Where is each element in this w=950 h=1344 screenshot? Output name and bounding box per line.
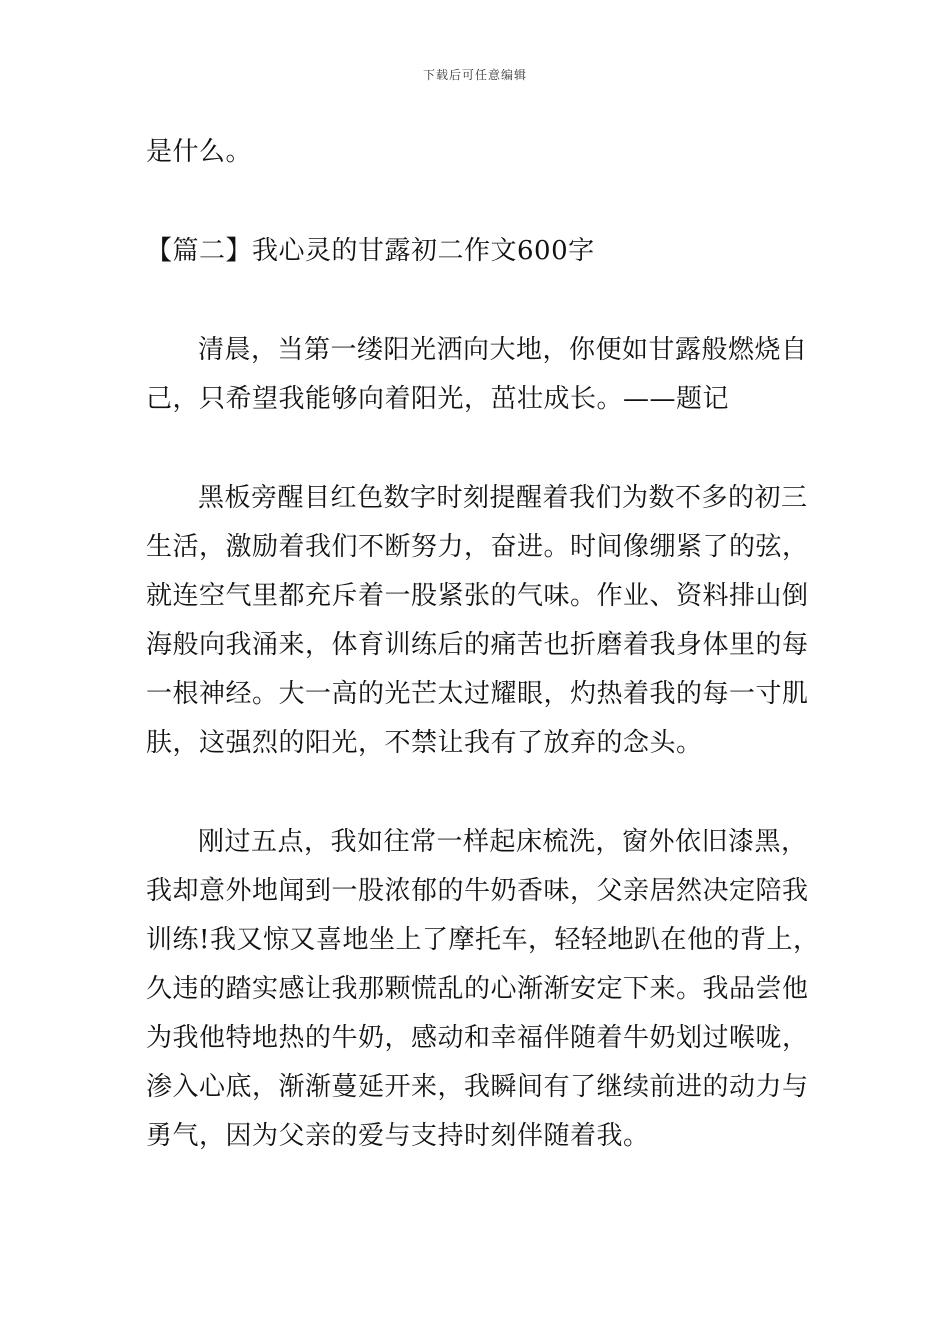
document-body <box>146 128 820 1161</box>
spacer <box>146 768 810 818</box>
paragraph-line: 刚过五点，我如往常一样起床梳洗，窗外依旧漆黑， <box>198 827 808 857</box>
paragraph-line: 训练!我又惊又喜地坐上了摩托车，轻轻地趴在他的背上， <box>146 925 820 955</box>
spacer <box>146 177 810 227</box>
header-note: 下载后可任意编辑 <box>422 68 527 82</box>
paragraph-line: 生活，激励着我们不断努力，奋进。时间像绷紧了的弦， <box>146 532 809 562</box>
paragraph-line: 渗入心底，渐渐蔓延开来，我瞬间有了继续前进的动力与 <box>146 1072 809 1102</box>
paragraph-line: 为我他特地热的牛奶，感动和幸福伴随着牛奶划过喉咙， <box>146 1023 809 1053</box>
paragraph-epigraph <box>146 326 810 424</box>
paragraph-line: 清晨，当第一缕阳光洒向大地，你便如甘露般燃烧自 <box>198 335 808 365</box>
paragraph-blackboard <box>146 474 810 768</box>
paragraph-line: 海般向我涌来，体育训练后的痛苦也折磨着我身体里的每 <box>146 630 809 660</box>
section-title: 【篇二】我心灵的甘露初二作文600字 <box>146 236 595 266</box>
paragraph-line: 黑板旁醒目红色数字时刻提醒着我们为数不多的初三 <box>198 483 808 513</box>
paragraph-line: 勇气，因为父亲的爱与支持时刻伴随着我。 <box>146 1121 650 1151</box>
continuation-text: 是什么。 <box>146 137 253 167</box>
paragraph-line: 己，只希望我能够向着阳光，茁壮成长。——题记 <box>146 384 730 414</box>
paragraph-line: 一根神经。大一高的光芒太过耀眼，灼热着我的每一寸肌 <box>146 679 809 709</box>
paragraph-line: 我却意外地闻到一股浓郁的牛奶香味，父亲居然决定陪我 <box>146 876 809 906</box>
paragraph-line: 就连空气里都充斥着一股紧张的气味。作业、资料排山倒 <box>146 581 809 611</box>
spacer <box>146 276 810 326</box>
paragraph-line: 肤，这强烈的阳光，不禁让我有了放弃的念头。 <box>146 728 703 758</box>
paragraph-line: 久违的踏实感让我那颗慌乱的心渐渐安定下来。我品尝他 <box>146 974 809 1004</box>
paragraph-morning <box>146 818 820 1161</box>
spacer <box>146 424 810 474</box>
